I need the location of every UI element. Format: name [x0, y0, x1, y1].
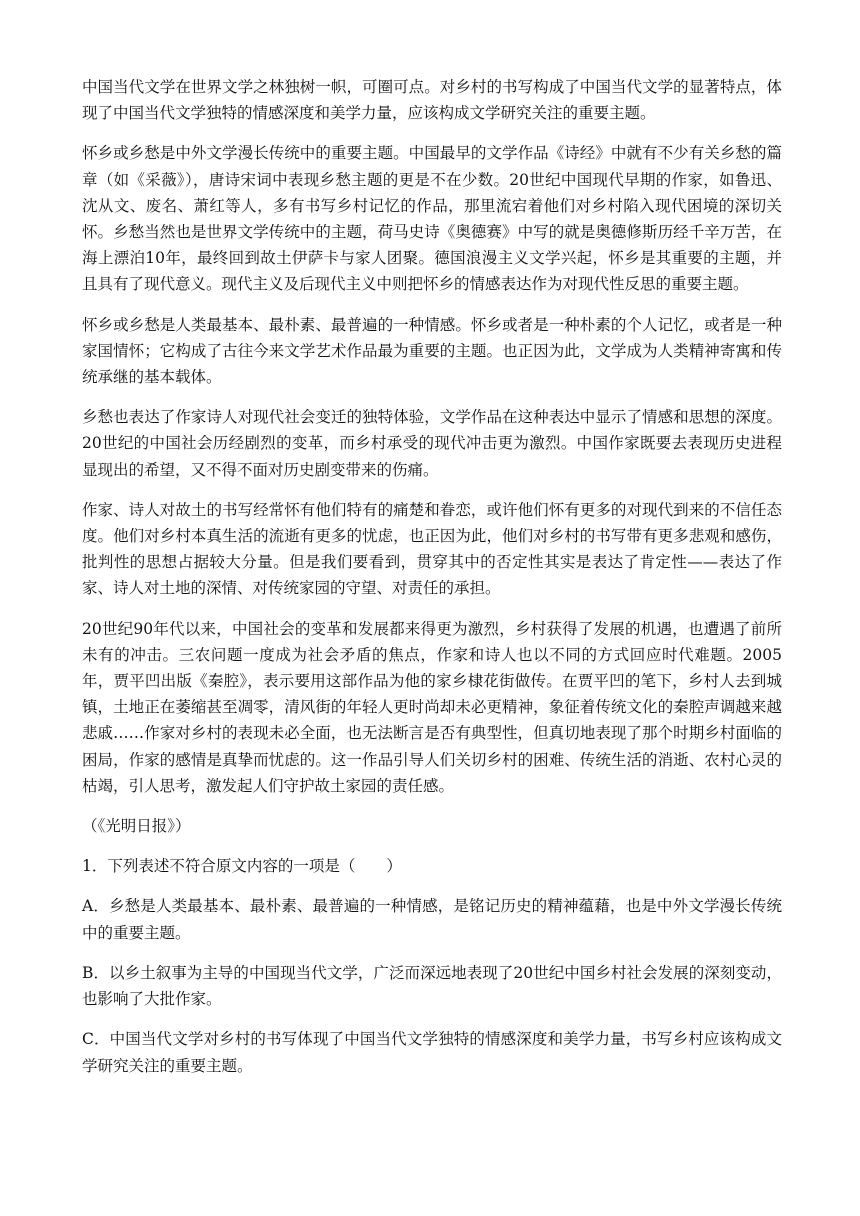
- article-paragraph-4: 乡愁也表达了作家诗人对现代社会变迁的独特体验，文学作品在这种表达中显示了情感和思想的深度。20世纪的中国社会历经剧烈的变革，而乡村承受的现代冲击更为激烈。中国作家既要去表现历史进程显现出的希望，又不得不面对历史剧变带来的伤痛。: [82, 408, 782, 479]
- article-paragraph-1: 中国当代文学在世界文学之林独树一帜，可圈可点。对乡村的书写构成了中国当代文学的显著特点，体现了中国当代文学独特的情感深度和美学力量，应该构成文学研究关注的重要主题。: [82, 78, 782, 123]
- article-source: （《光明日报》）: [82, 817, 191, 836]
- article-paragraph-2: 怀乡或乡愁是中外文学漫长传统中的重要主题。中国最早的文学作品《诗经》中就有不少有关乡愁的篇章（如《采薇》），唐诗宋词中表现乡愁主题的更是不在少数。20世纪中国现代早期的作家，如鲁迅、沈从文、废名、萧红等人，多有书写乡村记忆的作品，那里流宕着他们对乡村陷入现代困境的深切关怀。乡愁当然也是世界文学传统中的主题，荷马史诗《奥德赛》中写的就是奥德修斯历经千辛万苦，在海上漂泊10年，最终回到故土伊萨卡与家人团聚。德国浪漫主义文学兴起，怀乡是其重要的主题，并且具有了现代意义。现代主义及后现代主义中则把怀乡的情感表达作为对现代性反思的重要主题。: [82, 144, 782, 294]
- document-page: [82, 74, 782, 1093]
- article-paragraph-5: 作家、诗人对故土的书写经常怀有他们特有的痛楚和眷恋，或许他们怀有更多的对现代到来的不信任态度。他们对乡村本真生活的流逝有更多的忧虑，也正因为此，他们对乡村的书写带有更多悲观和感伤，批判性的思想占据较大分量。但是我们要看到，贯穿其中的否定性其实是表达了肯定性——表达了作家、诗人对土地的深情、对传统家园的守望、对责任的承担。: [82, 500, 782, 598]
- question-option-b: B．以乡土叙事为主导的中国现当代文学，广泛而深远地表现了20世纪中国乡村社会发展的深刻变动，也影响了大批作家。: [82, 963, 782, 1009]
- article-paragraph-6: 20世纪90年代以来，中国社会的变革和发展都来得更为激烈，乡村获得了发展的机遇，也遭遇了前所未有的冲击。三农问题一度成为社会矛盾的焦点，作家和诗人也以不同的方式回应时代难题。2005年，贾平凹出版《秦腔》，表示要用这部作品为他的家乡棣花街做传。在贾平凹的笔下，乡村人去到城镇，土地正在萎缩甚至凋零，清风街的年轻人更时尚却未必更精神，象征着传统文化的秦腔声调越来越悲戚……作家对乡村的表现未必全面，也无法断言是否有典型性，但真切地表现了那个时期乡村面临的困局，作家的感情是真挚而忧虑的。这一作品引导人们关切乡村的困难、传统生活的消逝、农村心灵的枯竭，引人思考，激发起人们守护故土家园的责任感。: [82, 619, 782, 795]
- question-option-c: C．中国当代文学对乡村的书写体现了中国当代文学独特的情感深度和美学力量，书写乡村应该构成文学研究关注的重要主题。: [82, 1030, 782, 1075]
- question-stem: 1．下列表述不符合原文内容的一项是（ ）: [82, 857, 402, 876]
- question-option-a: A．乡愁是人类最基本、最朴素、最普遍的一种情感，是铭记历史的精神蕴藉，也是中外文学漫长传统中的重要主题。: [82, 897, 782, 942]
- article-paragraph-3: 怀乡或乡愁是人类最基本、最朴素、最普遍的一种情感。怀乡或者是一种朴素的个人记忆，或者是一种家国情怀；它构成了古往今来文学艺术作品最为重要的主题。也正因为此，文学成为人类精神寄寓和传统承继的基本载体。: [82, 315, 782, 387]
